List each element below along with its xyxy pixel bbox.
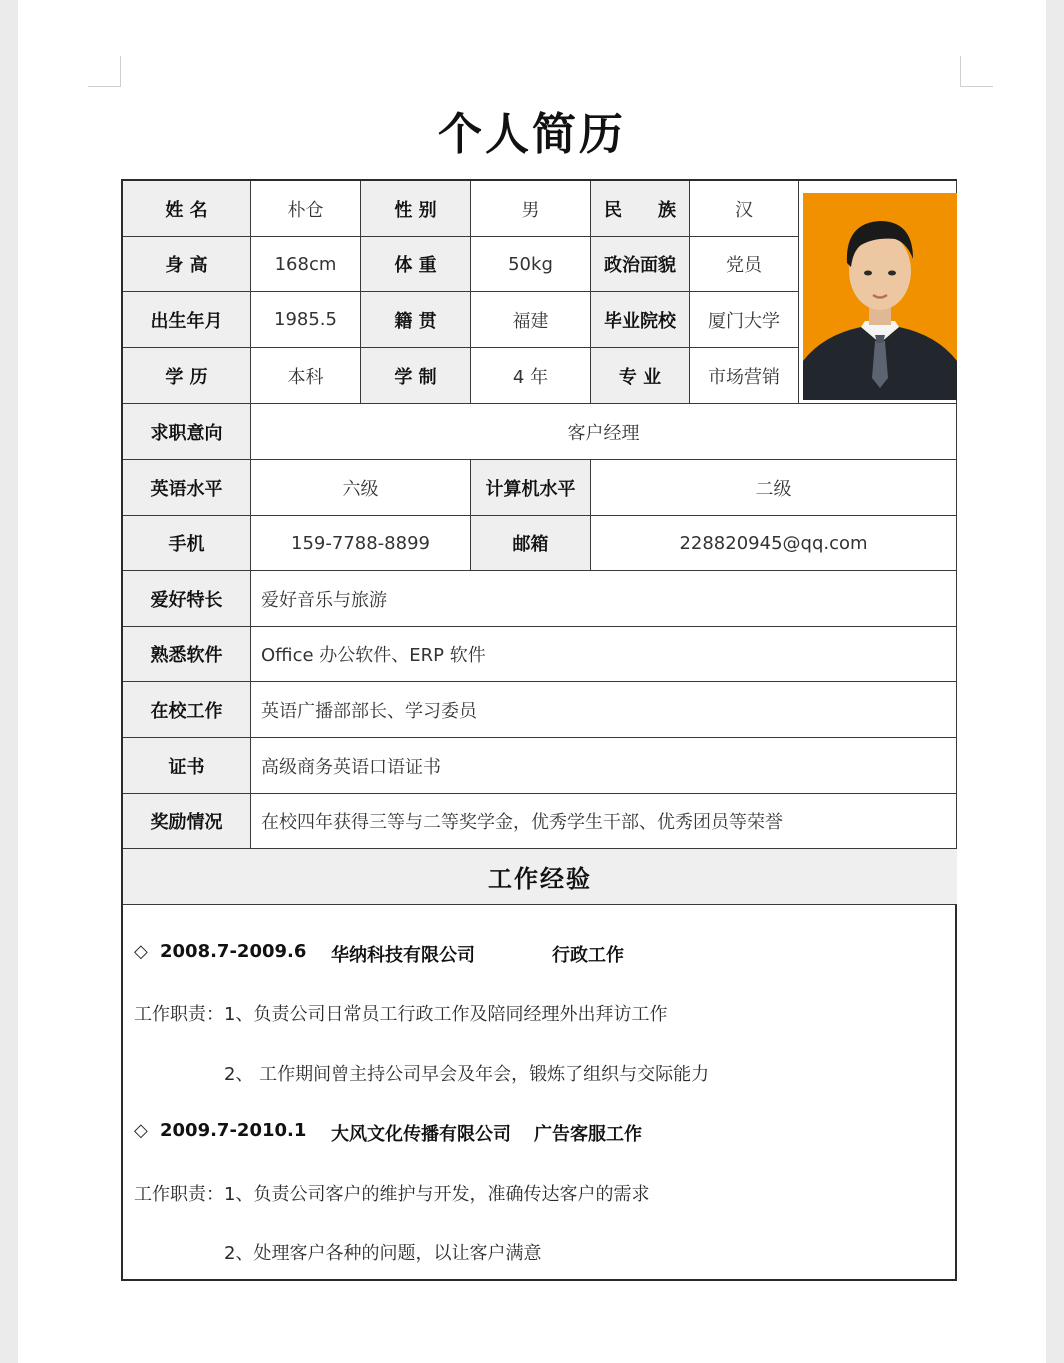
value-weight: 50kg	[471, 237, 591, 292]
label-hobby: 爱好特长	[123, 571, 251, 627]
label-phone: 手机	[123, 516, 251, 571]
label-political: 政治面貌	[591, 237, 690, 292]
label-education: 学 历	[123, 348, 251, 404]
resume-title: 个人简历	[438, 109, 626, 160]
job-1-duty-label: 工作职责：	[134, 1004, 224, 1025]
label-birth: 出生年月	[123, 292, 251, 348]
value-name: 朴仓	[251, 181, 361, 237]
job-2-duty-label: 工作职责：	[134, 1184, 224, 1205]
value-duration: 4 年	[471, 348, 591, 404]
label-intent: 求职意向	[123, 404, 251, 460]
label-weight: 体 重	[361, 237, 471, 292]
label-native: 籍 贯	[361, 292, 471, 348]
job-2-role: 广告客服工作	[534, 1124, 642, 1145]
job-1-duty-2-text: 2、 工作期间曾主持公司早会及年会，锻炼了组织与交际能力	[224, 1064, 710, 1085]
diamond-bullet-icon: ◇	[134, 1120, 148, 1141]
value-school: 厦门大学	[690, 292, 799, 348]
value-software: Office 办公软件、ERP 软件	[251, 627, 957, 682]
page-corner-mark-right	[960, 56, 993, 87]
job-2-period: 2009.7-2010.1	[160, 1120, 307, 1141]
value-campus: 英语广播部部长、学习委员	[251, 682, 957, 738]
value-english: 六级	[251, 460, 471, 516]
value-political: 党员	[690, 237, 799, 292]
diamond-bullet-icon: ◇	[134, 941, 148, 962]
value-education: 本科	[251, 348, 361, 404]
value-ethnicity: 汉	[690, 181, 799, 237]
label-height: 身 高	[123, 237, 251, 292]
label-major: 专 业	[591, 348, 690, 404]
value-email: 228820945@qq.com	[591, 516, 957, 571]
value-gender: 男	[471, 181, 591, 237]
value-birth: 1985.5	[251, 292, 361, 348]
label-software: 熟悉软件	[123, 627, 251, 682]
job-2-header	[123, 1120, 957, 1146]
page-corner-mark-left	[88, 56, 121, 87]
job-2-company: 大风文化传播有限公司	[331, 1124, 511, 1145]
label-ethnicity: 民 族	[591, 181, 690, 237]
value-computer: 二级	[591, 460, 957, 516]
job-2-duty-2	[123, 1239, 957, 1265]
job-1-duty-1	[123, 1000, 957, 1026]
portrait-illustration	[803, 193, 957, 400]
profile-photo	[803, 193, 957, 400]
job-2-duty-1	[123, 1180, 957, 1206]
value-hobby: 爱好音乐与旅游	[251, 571, 957, 627]
label-gender: 性 别	[361, 181, 471, 237]
value-phone: 159-7788-8899	[251, 516, 471, 571]
label-english: 英语水平	[123, 460, 251, 516]
value-awards: 在校四年获得三等与二等奖学金，优秀学生干部、优秀团员等荣誉	[251, 794, 957, 849]
label-awards: 奖励情况	[123, 794, 251, 849]
job-1-period: 2008.7-2009.6	[160, 941, 307, 962]
label-email: 邮箱	[471, 516, 591, 571]
job-1-duty-2	[123, 1060, 957, 1086]
resume-table	[121, 179, 957, 1281]
job-2-duty-2-text: 2、处理客户各种的问题，以让客户满意	[224, 1243, 542, 1264]
label-certificate: 证书	[123, 738, 251, 794]
value-intent: 客户经理	[251, 404, 957, 460]
value-major: 市场营销	[690, 348, 799, 404]
label-campus: 在校工作	[123, 682, 251, 738]
job-1-header	[123, 941, 957, 967]
work-experience-heading: 工作经验	[123, 849, 957, 905]
job-2-duty-1-text: 1、负责公司客户的维护与开发，准确传达客户的需求	[224, 1184, 650, 1205]
value-native: 福建	[471, 292, 591, 348]
value-height: 168cm	[251, 237, 361, 292]
label-duration: 学 制	[361, 348, 471, 404]
job-1-role: 行政工作	[552, 945, 624, 966]
label-school: 毕业院校	[591, 292, 690, 348]
label-name: 姓 名	[123, 181, 251, 237]
value-certificate: 高级商务英语口语证书	[251, 738, 957, 794]
job-1-company: 华纳科技有限公司	[331, 945, 475, 966]
job-1-duty-1-text: 1、负责公司日常员工行政工作及陪同经理外出拜访工作	[224, 1004, 668, 1025]
label-computer: 计算机水平	[471, 460, 591, 516]
